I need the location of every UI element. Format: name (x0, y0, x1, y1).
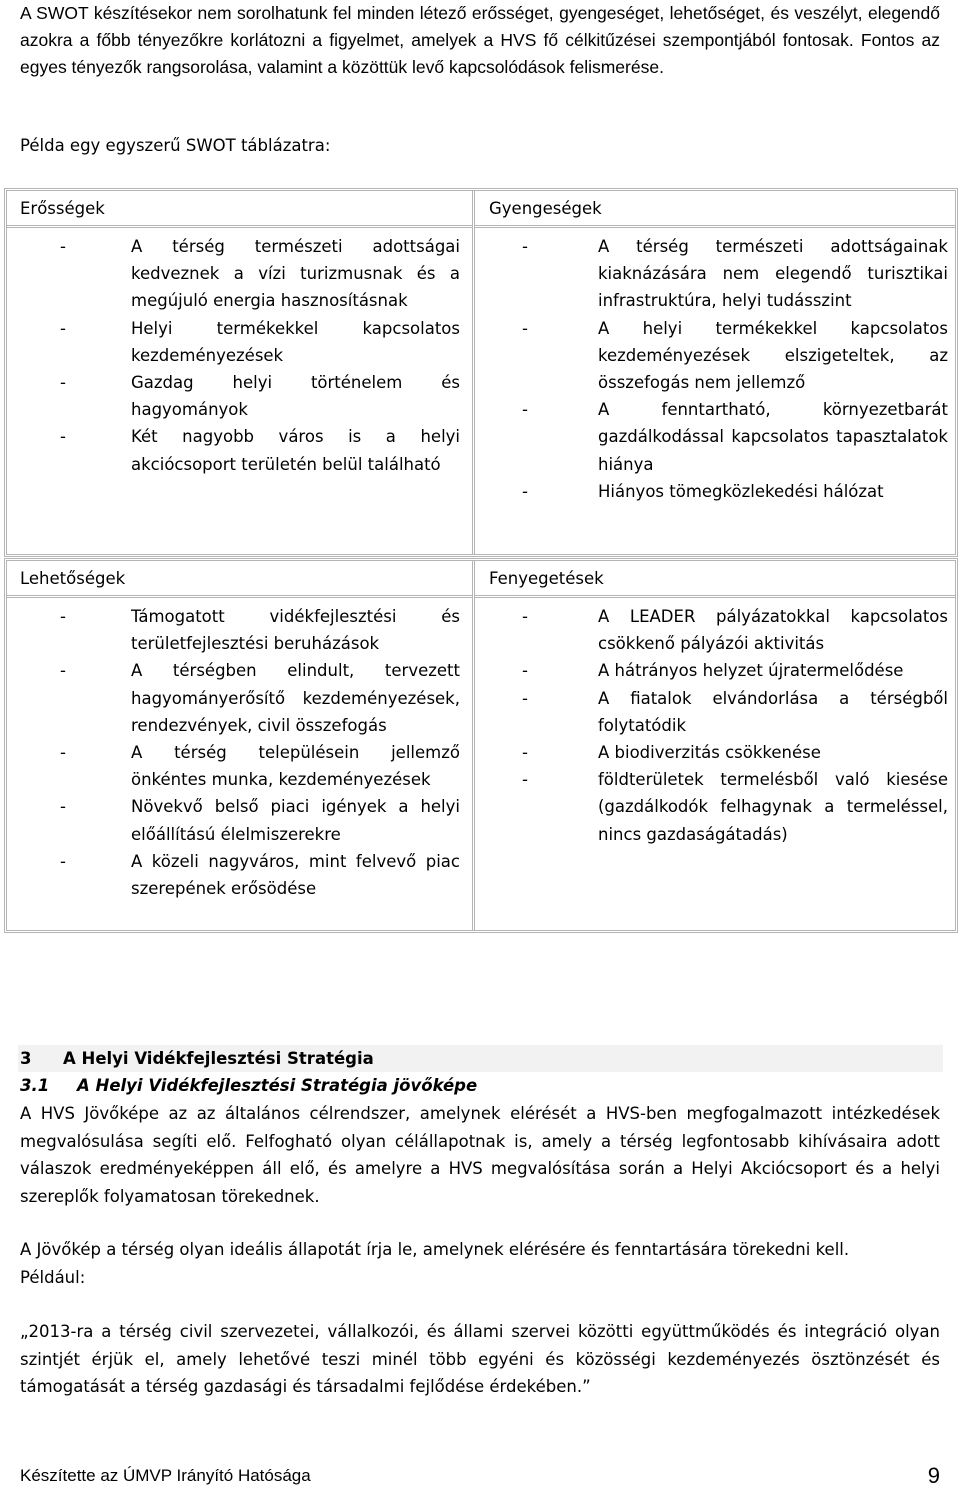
list-item (518, 739, 948, 766)
list-item (518, 685, 948, 739)
threats-title: Fenyegetések (489, 569, 604, 588)
opportunities-list (23, 603, 460, 902)
threat-item-1: A LEADER pályázatokkal kapcsolatos csökkenő pályázói aktivitás (598, 607, 948, 654)
strength-item-4: Két nagyobb város is a helyi akciócsoport területén belül található (131, 427, 460, 474)
swot-table-bottom (4, 558, 958, 933)
subsection-title: A Helyi Vidékfejlesztési Stratégia jövőképe (77, 1076, 478, 1095)
list-item (518, 766, 948, 848)
strengths-column (7, 191, 473, 554)
bullet-dash: - (522, 237, 528, 256)
bullet-dash: - (522, 770, 528, 790)
footer-author: Készítette az ÚMVP Irányító Hatósága (20, 1466, 311, 1485)
opportunity-item-3: A térség településein jellemző önkéntes munka, kezdeményezések (131, 743, 460, 790)
list-item (23, 603, 460, 657)
opportunity-item-1: Támogatott vidékfejlesztési és területfejlesztési beruházások (131, 607, 460, 654)
bullet-dash: - (522, 318, 528, 338)
bullet-dash: - (60, 373, 66, 393)
vision-definition-line: A Jövőkép a térség olyan ideális állapotát írja le, amelynek elérésére és fenntartására törekedni kell. (20, 1240, 850, 1259)
opportunities-header (7, 561, 473, 598)
list-item (23, 739, 460, 793)
page-number: 9 (927, 1463, 940, 1488)
bullet-dash: - (60, 237, 66, 256)
subsection-number: 3.1 (20, 1076, 50, 1095)
list-item (23, 369, 460, 423)
list-item (518, 657, 948, 684)
bullet-dash: - (522, 743, 528, 763)
intro-paragraph: A SWOT készítésekor nem sorolhatunk fel minden létező erősséget, gyengeséget, lehetőséget, és veszélyt, elegendő azokra a főbb tényezőkre korlátozni a figyelmet, amelyek a HVS fő célkitűzései szempontjából fontosak. Fontos az egyes tényezők rangsorolása, valamint a közöttük levő kapcsolódások felismerése. (20, 3, 940, 77)
threat-item-4: A biodiverzitás csökkenése (598, 743, 821, 763)
opportunity-item-5: A közeli nagyváros, mint felvevő piac szerepének erősödése (131, 851, 460, 899)
swot-example-lead: Példa egy egyszerű SWOT táblázatra: (20, 136, 331, 155)
section-title: A Helyi Vidékfejlesztési Stratégia (63, 1049, 374, 1068)
opportunity-item-2: A térségben elindult, tervezett hagyományerősítő kezdeményezések, rendezvények, civil összefogás (131, 661, 460, 735)
opportunities-column (7, 561, 473, 930)
threat-item-3: A fiatalok elvándorlása a térségből folytatódik (598, 688, 948, 735)
bullet-dash: - (522, 607, 528, 626)
swot-table-top (4, 188, 958, 557)
threats-column (474, 561, 955, 930)
bullet-dash: - (60, 797, 66, 817)
weaknesses-header (474, 191, 955, 228)
threats-list (518, 603, 948, 848)
weakness-item-3: A fenntartható, környezetbarát gazdálkodással kapcsolatos tapasztalatok hiánya (598, 400, 948, 474)
bullet-dash: - (522, 661, 528, 681)
threat-item-5: földterületek termelésből való kiesése (gazdálkodók felhagynak a termeléssel, nincs gazdaságátadás) (598, 770, 948, 844)
strengths-list (23, 233, 460, 478)
weaknesses-title: Gyengeségek (489, 199, 602, 218)
section-number: 3 (20, 1049, 32, 1068)
list-item (518, 396, 948, 478)
bullet-dash: - (60, 607, 66, 626)
threats-header (474, 561, 955, 598)
section-heading (18, 1045, 943, 1072)
weakness-item-4: Hiányos tömegközlekedési hálózat (598, 481, 884, 501)
list-item (518, 315, 948, 397)
bullet-dash: - (60, 427, 66, 447)
weaknesses-list (518, 233, 948, 505)
strengths-header (7, 191, 473, 228)
bullet-dash: - (522, 400, 528, 420)
subsection-heading (20, 1072, 945, 1099)
bullet-dash: - (60, 743, 66, 763)
bullet-dash: - (60, 851, 66, 871)
opportunity-item-4: Növekvő belső piaci igények a helyi előállítású élelmiszerekre (131, 797, 460, 844)
list-item (23, 315, 460, 369)
bullet-dash: - (522, 481, 528, 501)
weakness-item-2: A helyi termékekkel kapcsolatos kezdeményezések elszigeteltek, az összefogás nem jellemző (598, 318, 948, 393)
list-item (23, 423, 460, 477)
strength-item-3: Gazdag helyi történelem és hagyományok (131, 373, 460, 420)
bullet-dash: - (60, 318, 66, 338)
threat-item-2: A hátrányos helyzet újratermelődése (598, 661, 904, 681)
list-item (23, 793, 460, 847)
opportunities-title: Lehetőségek (20, 569, 126, 588)
vision-definition (20, 1236, 940, 1291)
weaknesses-column (474, 191, 955, 554)
list-item (23, 657, 460, 739)
strength-item-1: A térség természeti adottságai kedveznek a vízi turizmusnak és a megújuló energia hasznosításnak (131, 237, 460, 311)
weakness-item-1: A térség természeti adottságainak kiaknázására nem elegendő turisztikai infrastruktúra, helyi tudásszint (598, 237, 948, 311)
list-item (518, 478, 948, 505)
strength-item-2: Helyi termékekkel kapcsolatos kezdeményezések (131, 318, 460, 365)
vision-paragraph: A HVS Jövőképe az az általános célrendszer, amelynek elérését a HVS-ben megfogalmazott intézkedések megvalósulása segíti elő. Felfogható olyan célállapotnak is, amely a térség legfontosabb kihívásaira adott válaszok eredményeképpen áll elő, és amelyre a HVS megvalósítása során a Helyi Akciócsoport és a helyi szereplők folyamatosan törekednek. (20, 1104, 940, 1206)
list-item (518, 603, 948, 657)
bullet-dash: - (522, 688, 528, 708)
strengths-title: Erősségek (20, 199, 105, 218)
vision-example-quote: „2013-ra a térség civil szervezetei, vállalkozói, és állami szervei közötti együttműködés és integráció olyan szintjét érjük el, amely lehetővé teszi minél több egyéni és közösségi kezdeményezés ösztönzését és támogatását a térség gazdasági és társadalmi fejlődése érdekében.” (20, 1322, 940, 1396)
list-item (23, 233, 460, 315)
list-item (518, 233, 948, 315)
bullet-dash: - (60, 661, 66, 681)
list-item (23, 848, 460, 902)
example-label: Például: (20, 1267, 86, 1287)
